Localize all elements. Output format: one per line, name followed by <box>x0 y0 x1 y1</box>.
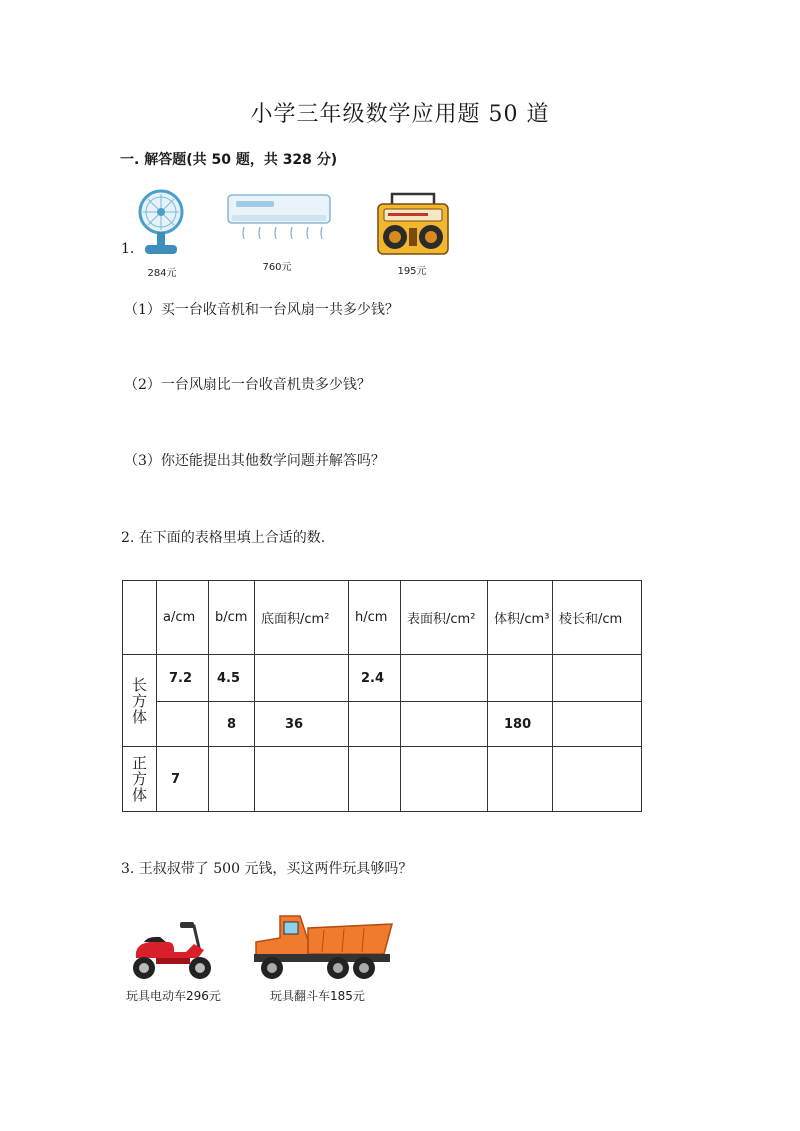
question-1-sub-3: （3）你还能提出其他数学问题并解答吗？ <box>124 453 385 469</box>
cell-volume-2: 180 <box>488 702 553 747</box>
radio-image <box>376 190 450 256</box>
cell-edge-sum-3 <box>553 747 642 812</box>
table-header-row <box>123 581 642 655</box>
row-label-cube-cell <box>123 747 157 812</box>
cell-a-1: 7.2 <box>157 655 209 702</box>
section-heading: 一. 解答题(共 50 题，共 328 分) <box>120 152 338 168</box>
table-row <box>123 702 642 747</box>
toy-dump-truck-image <box>252 912 394 982</box>
cell-volume-1 <box>488 655 553 702</box>
row-label-cuboid: 长方体 <box>130 676 148 725</box>
cell-edge-sum-2 <box>553 702 642 747</box>
cell-b-1: 4.5 <box>209 655 255 702</box>
header-h: h/cm <box>349 581 401 655</box>
fill-in-table <box>122 580 642 812</box>
cell-base-area-2: 36 <box>255 702 349 747</box>
question-3-text: 3. 王叔叔带了 500 元钱，买这两件玩具够吗？ <box>121 861 413 877</box>
toy-scooter-label: 玩具电动车296元 <box>126 989 221 1003</box>
fan-image <box>135 188 187 258</box>
question-1-number: 1. <box>121 241 135 257</box>
cell-volume-3 <box>488 747 553 812</box>
table-corner-cell <box>123 581 157 655</box>
table-row <box>123 747 642 812</box>
page-title: 小学三年级数学应用题 50 道 <box>250 102 550 127</box>
row-label-cuboid-cell <box>123 655 157 747</box>
header-surface-area: 表面积/cm² <box>401 581 488 655</box>
question-2-text: 2. 在下面的表格里填上合适的数. <box>121 530 326 546</box>
cell-a-3: 7 <box>157 747 209 812</box>
toy-scooter-image <box>124 920 216 982</box>
cell-edge-sum-1 <box>553 655 642 702</box>
question-1-sub-2: （2）一台风扇比一台收音机贵多少钱？ <box>124 377 371 393</box>
cell-surface-area-3 <box>401 747 488 812</box>
row-label-cube: 正方体 <box>130 755 148 803</box>
cell-base-area-3 <box>255 747 349 812</box>
cell-surface-area-1 <box>401 655 488 702</box>
cell-a-2 <box>157 702 209 747</box>
air-conditioner-image <box>226 193 332 249</box>
cell-b-2: 8 <box>209 702 255 747</box>
air-conditioner-price: 760元 <box>262 262 292 273</box>
cell-h-1: 2.4 <box>349 655 401 702</box>
header-b: b/cm <box>209 581 255 655</box>
cell-b-3 <box>209 747 255 812</box>
cell-h-2 <box>349 702 401 747</box>
cell-h-3 <box>349 747 401 812</box>
fan-price: 284元 <box>147 268 177 279</box>
header-volume: 体积/cm³ <box>488 581 553 655</box>
radio-price: 195元 <box>397 266 427 277</box>
toy-dump-truck-label: 玩具翻斗车185元 <box>270 989 365 1003</box>
question-1-sub-1: （1）买一台收音机和一台风扇一共多少钱？ <box>124 302 399 318</box>
header-edge-sum: 棱长和/cm <box>553 581 642 655</box>
header-base-area: 底面积/cm² <box>255 581 349 655</box>
header-a: a/cm <box>157 581 209 655</box>
table-row <box>123 655 642 702</box>
cell-surface-area-2 <box>401 702 488 747</box>
cell-base-area-1 <box>255 655 349 702</box>
